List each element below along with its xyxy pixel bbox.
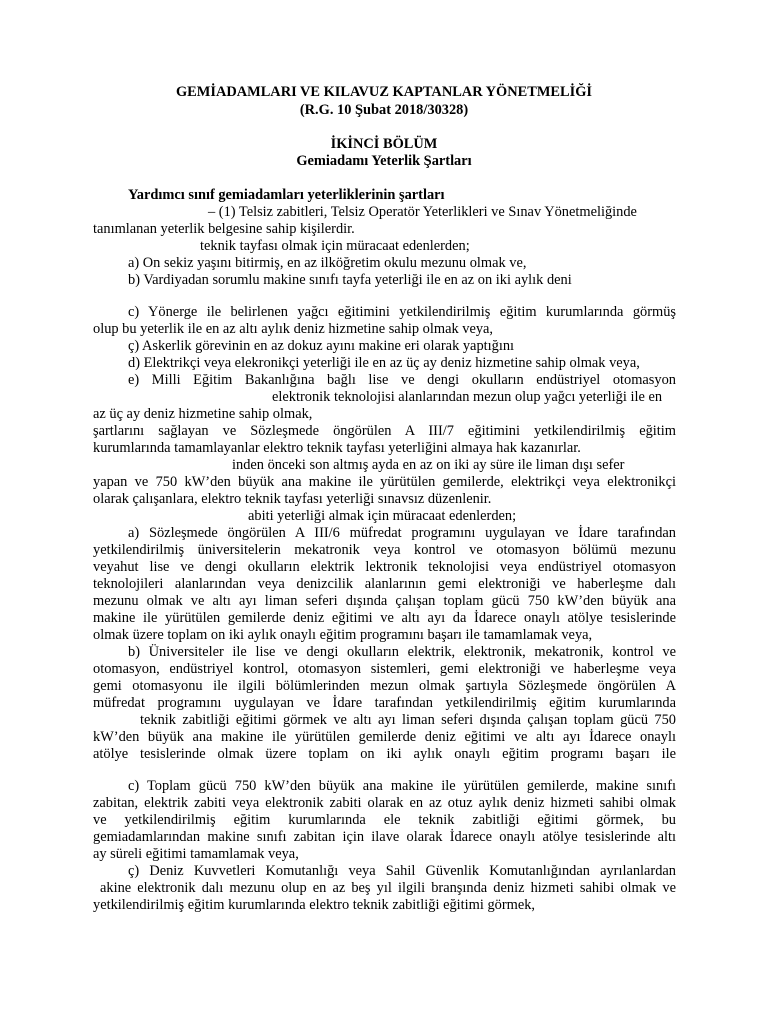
paragraph-line: inden önceki son altmış ayda en az on iki ay süre ile liman dışı sefer — [232, 457, 625, 473]
paragraph-line: az üç ay deniz hizmetine sahip olmak, — [93, 406, 313, 422]
paragraph-line: e) Milli Eğitim Bakanlığına bağlı lise ve dengi okulların endüstriyel otomasyon — [128, 372, 676, 388]
paragraph-line: otomasyon, endüstriyel kontrol, otomasyon sistemleri, gemi elektroniği ve haberleşme veya — [93, 661, 676, 677]
paragraph-line: b) Vardiyadan sorumlu makine sınıfı tayfa yeterliği ile en az on iki aylık deni — [128, 272, 572, 288]
paragraph-line: b) Üniversiteler ile lise ve dengi okulların elektrik, elektronik, mekatronik, kontrol ve — [128, 644, 676, 660]
paragraph-line: akine elektronik dalı mezunu olup en az beş yıl ilgili branşında deniz hizmeti sahibi olmak ve — [100, 880, 676, 896]
paragraph-line: gemi otomasyonu ile ilgili bölümlerinden mezun olmak şartıyla Sözleşmede öngörülen A — [93, 678, 676, 694]
paragraph-line: yapan ve 750 kW’den büyük ana makine ile yürütülen gemilerde, elektrikçi veya elektronikçi — [93, 474, 676, 490]
document-title: GEMİADAMLARI VE KILAVUZ KAPTANLAR YÖNETMELİĞİ — [175, 84, 593, 100]
paragraph-line: c) Yönerge ile belirlenen yağcı eğitimini yetkilendirilmiş eğitim kurumlarında görmüş — [128, 304, 676, 320]
paragraph-line: olmak üzere toplam on iki aylık onaylı eğitim programını başarı ile tamamlamak veya, — [93, 627, 593, 643]
paragraph-line: kurumlarında tamamlayanlar elektro teknik tayfası yeterliğini almaya hak kazanırlar. — [93, 440, 581, 456]
paragraph-line: c) Toplam gücü 750 kW’den büyük ana makine ile yürütülen gemilerde, makine sınıfı — [128, 778, 676, 794]
paragraph-line: abiti yeterliği almak için müracaat edenlerden; — [248, 508, 517, 524]
paragraph-line: elektronik teknolojisi alanlarından mezun olup yağcı yeterliği ile en — [272, 389, 663, 405]
gazette-reference: (R.G. 10 Şubat 2018/30328) — [299, 102, 469, 118]
subsection-heading: Yardımcı sınıf gemiadamları yeterliklerinin şartları — [128, 187, 445, 203]
paragraph-line: a) Sözleşmede öngörülen A III/6 müfredat programını uygulayan ve İdare tarafından — [128, 525, 676, 541]
paragraph-line: makine ile yürütülen gemilerde deniz eğitimi ve altı ayı da İdarece onaylı atölye tesislerinde — [93, 610, 676, 626]
paragraph-line: zabitan, elektrik zabiti veya elektronik zabiti olarak en az otuz aylık deniz hizmeti sahibi olmak — [93, 795, 676, 811]
paragraph-line: ay süreli eğitimi tamamlamak veya, — [93, 846, 299, 862]
paragraph-line: mezunu olmak ve altı ayı liman seferi dışında çalışan toplam gücü 750 kW’den büyük ana — [93, 593, 676, 609]
paragraph-line: ve yetkilendirilmiş eğitim kurumlarında ele teknik zabitliği eğitimi görmek, bu — [93, 812, 676, 828]
paragraph-line: şartlarını sağlayan ve Sözleşmede öngörülen A III/7 eğitimini yetkilendirilmiş eğitim — [93, 423, 676, 439]
paragraph-line: yetkilendirilmiş üniversitelerin mekatronik veya kontrol ve otomasyon bölümü mezunu — [93, 542, 676, 558]
paragraph-line: müfredat programını uygulayan ve İdare tarafından yetkilendirilmiş eğitim kurumlarında — [93, 695, 676, 711]
paragraph-line: – (1) Telsiz zabitleri, Telsiz Operatör Yeterlikleri ve Sınav Yönetmeliğinde — [208, 204, 637, 220]
paragraph-line: olup bu yeterlik ile en az altı aylık deniz hizmetine sahip olmak veya, — [93, 321, 494, 337]
paragraph-line: teknik zabitliği eğitimi görmek ve altı ayı liman seferi dışında çalışan toplam gücü 750 — [140, 712, 676, 728]
paragraph-line: yetkilendirilmiş eğitim kurumlarında elektro teknik zabitliği eğitimi görmek, — [93, 897, 536, 913]
paragraph-line: d) Elektrikçi veya elekronikçi yeterliği ile en az üç ay deniz hizmetine sahip olmak veya, — [128, 355, 640, 371]
paragraph-line: ç) Deniz Kuvvetleri Komutanlığı veya Sahil Güvenlik Komutanlığından ayrılanlardan — [128, 863, 676, 879]
paragraph-line: teknik tayfası olmak için müracaat edenlerden; — [200, 238, 470, 254]
paragraph-line: a) On sekiz yaşını bitirmiş, en az ilköğretim okulu mezunu olmak ve, — [128, 255, 527, 271]
paragraph-line: veyahut lise ve dengi okulların elektrik lektronik teknolojisi veya endüstriyel otomasyon — [93, 559, 676, 575]
paragraph-line: olarak çalışanlara, elektro teknik tayfası yeterliği sınavsız düzenlenir. — [93, 491, 492, 507]
paragraph-line: teknolojileri alanlarından veya denizcilik alanlarının gemi elektroniği ve haberleşme dalı — [93, 576, 676, 592]
section-title: Gemiadamı Yeterlik Şartları — [296, 153, 472, 169]
section-number: İKİNCİ BÖLÜM — [330, 136, 438, 152]
paragraph-line: ç) Askerlik görevinin en az dokuz ayını makine eri olarak yaptığını — [128, 338, 515, 354]
paragraph-line: gemiadamlarından makine sınıfı zabitan için ilave olarak İdarece onaylı atölye tesislerinde altı — [93, 829, 676, 845]
paragraph-line: kW’den büyük ana makine ile yürütülen gemilerde deniz eğitimi ve altı ayı İdarece onaylı — [93, 729, 676, 745]
paragraph-line: tanımlanan yeterlik belgesine sahip kişilerdir. — [93, 221, 355, 237]
paragraph-line: atölye tesislerinde olmak üzere toplam on iki aylık onaylı eğitim programı başarı ile — [93, 746, 676, 762]
